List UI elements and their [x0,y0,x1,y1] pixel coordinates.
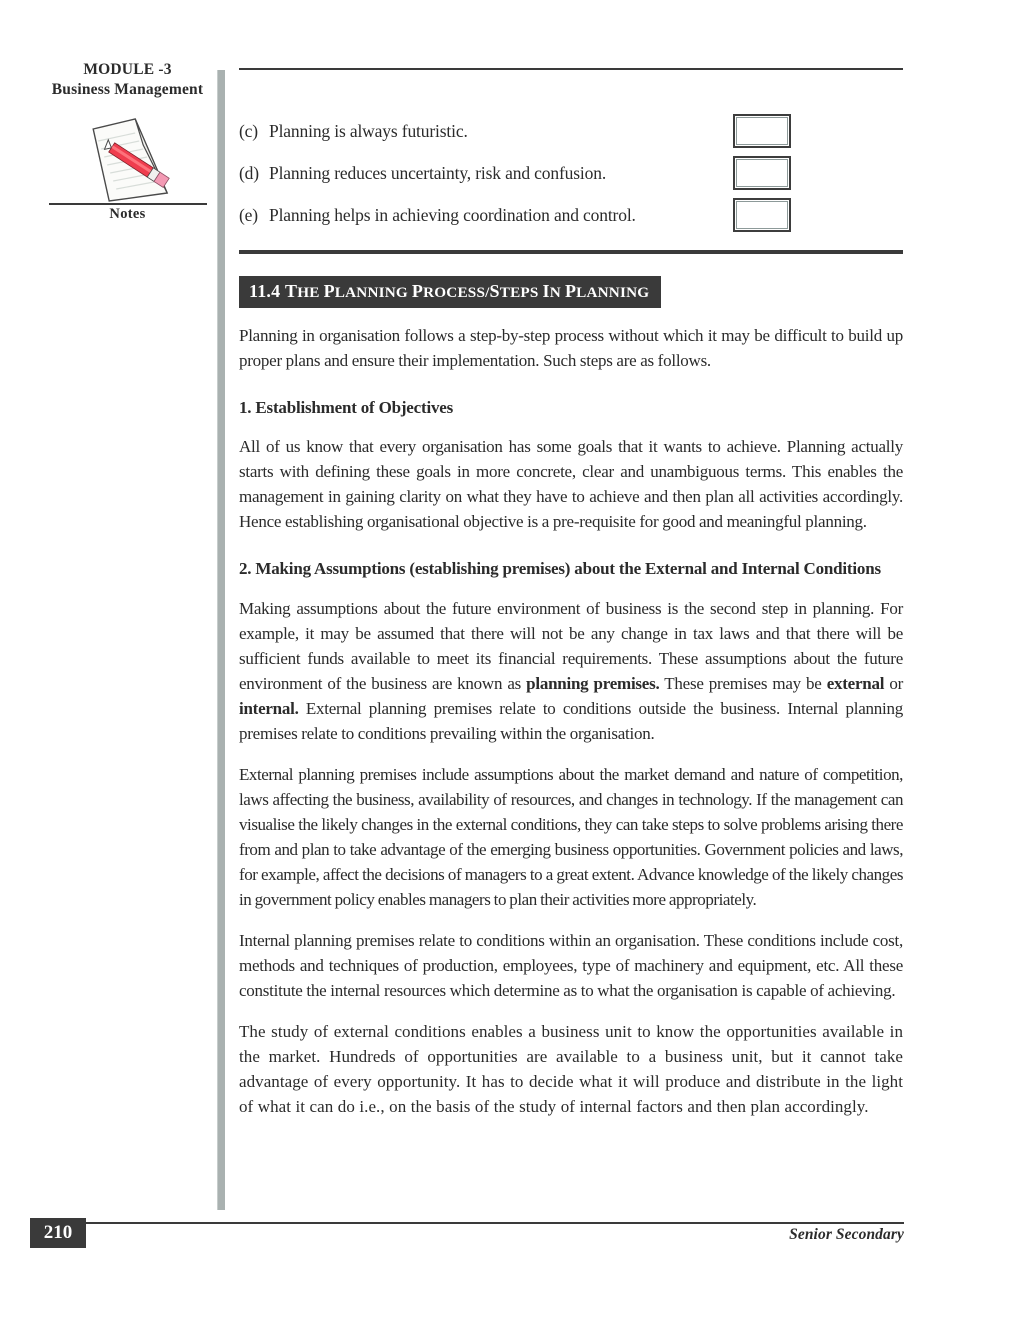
exercise-item-text [239,205,636,226]
section-title: THE PLANNING PROCESS/STEPS IN PLANNING [285,281,650,301]
term-planning-premises: planning premises. [526,673,660,693]
section-number: 11.4 [249,281,281,301]
premises-text-part-1: Making assumptions about the future environment of business is the second step in planning. For example, it may be assumed that there will not be any change in tax laws and that there will be sufficient funds available to meet its financial requirements. These assumptions about the future environment of the business are known as [239,598,903,693]
exercise-item-text [239,163,606,184]
list-item [239,152,903,194]
column-separator-bar [217,70,225,1210]
notes-icon-wrap [40,111,215,203]
item-marker: (d) [239,162,259,183]
top-rule [239,68,903,70]
module-label: MODULE -3 [83,61,172,78]
section-heading-banner [239,276,661,308]
item-statement: Planning helps in achieving coordination and control. [269,204,636,225]
list-item [239,110,903,152]
subject-label: Business Management [51,81,204,99]
footer-inner [30,1224,904,1258]
section-intro-paragraph: Planning in organisation follows a step-by-step process without which it may be difficult to build up proper plans and ensure their implementation. Such steps are as follows. [239,326,903,370]
step-2-internal-paragraph: Internal planning premises relate to conditions within an organisation. These conditions include cost, methods and techniques of production, employees, type of machinery and equipment, etc. All these constitute the internal resources which determine as to what the organisation is capable of achieving. [239,930,903,1000]
step-2-heading: 2. Making Assumptions (establishing premises) about the External and Internal Conditions [239,559,881,579]
exercise-item-text [239,121,468,142]
step-1-paragraph: All of us know that every organisation has some goals that it wants to achieve. Planning actually starts with defining these goals in more concrete, clear and unambiguous terms. This enables the management in gaining clarity on what they have to achieve and then plan all activities accordingly. Hence establishing organisational objective is a pre-requisite for good and meaningful planning. [239,437,903,532]
step-1-heading: 1. Establishment of Objectives [239,397,454,417]
premises-text-part-4: External planning premises relate to conditions outside the business. Internal planning premises relate to conditions prevailing within the organisation. [239,698,903,743]
page-number: 210 [30,1218,86,1248]
page-footer [30,1222,904,1258]
item-statement: Planning reduces uncertainty, risk and confusion. [269,162,607,183]
exercise-list [239,110,903,236]
notes-label: Notes [109,205,146,222]
term-external: external [826,673,885,693]
list-item [239,194,903,236]
answer-box[interactable] [733,114,791,148]
main-content [239,68,903,1120]
step-2-premises-paragraph [239,597,903,747]
item-marker: (c) [239,120,258,141]
item-marker: (e) [239,204,258,225]
footer-title: Senior Secondary [789,1226,904,1243]
answer-box[interactable] [733,198,791,232]
premises-text-part-3: or [884,673,904,693]
premises-text-part-2: These premises may be [659,673,827,693]
answer-box[interactable] [733,156,791,190]
sidebar [40,60,215,223]
term-internal: internal. [239,698,299,718]
step-2-study-paragraph: The study of external conditions enables a business unit to know the opportunities available in the market. Hundreds of opportunities are available to a business unit, but it cannot take advantage of every opportunity. It has to decide what it will produce and distribute in the light of what it can do i.e., on the basis of the study of internal factors and then plan accordingly. [239,1021,903,1116]
notepad-pencil-icon [63,115,183,212]
section-divider [239,250,903,254]
item-statement: Planning is always futuristic. [269,120,468,141]
step-2-external-paragraph: External planning premises include assumptions about the market demand and nature of competition, laws affecting the business, availability of resources, and changes in technology. If the management can visualise the likely changes in the external conditions, they can take steps to solve problems arising there from and plan to take advantage of the emerging business opportunities. Government policies and laws, for example, affect the decisions of managers to a great extent. Advance knowledge of the likely changes in government policy enables managers to plan their activities more appropriately. [239,764,903,909]
